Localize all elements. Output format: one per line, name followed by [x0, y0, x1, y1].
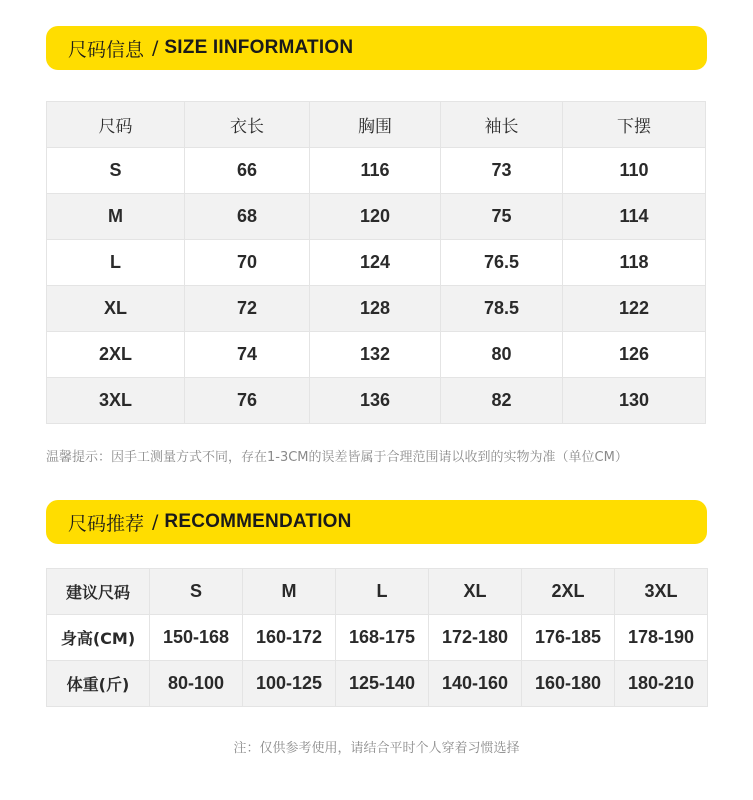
- table-cell: 75: [441, 194, 563, 240]
- recommendation-header-size: S: [150, 569, 243, 615]
- table-cell: 178-190: [615, 615, 708, 661]
- size-header-hem: 下摆: [563, 102, 706, 148]
- table-row: [47, 148, 706, 194]
- table-cell: 176-185: [522, 615, 615, 661]
- table-cell: 136: [310, 378, 441, 424]
- table-cell: 180-210: [615, 661, 708, 707]
- size-header-size: 尺码: [47, 102, 185, 148]
- height-row-label: 身高(CM): [47, 615, 150, 661]
- table-cell: 114: [563, 194, 706, 240]
- table-cell: 130: [563, 378, 706, 424]
- size-header-length: 衣长: [185, 102, 310, 148]
- size-table: [46, 101, 706, 424]
- size-info-banner: [46, 26, 707, 70]
- table-cell: 125-140: [336, 661, 429, 707]
- table-cell: 80-100: [150, 661, 243, 707]
- table-cell: 76.5: [441, 240, 563, 286]
- table-cell: 110: [563, 148, 706, 194]
- recommendation-title-cn: 尺码推荐: [68, 512, 145, 535]
- table-cell: 120: [310, 194, 441, 240]
- table-cell: 76: [185, 378, 310, 424]
- table-row: [47, 378, 706, 424]
- measurement-note: 温馨提示：因手工测量方式不同，存在1-3CM的误差皆属于合理范围请以收到的实物为准（单位CM）: [46, 450, 628, 465]
- table-cell: 100-125: [243, 661, 336, 707]
- recommendation-header-row: [47, 569, 708, 615]
- table-row: [47, 332, 706, 378]
- table-cell: 82: [441, 378, 563, 424]
- table-cell: 160-180: [522, 661, 615, 707]
- table-cell: 150-168: [150, 615, 243, 661]
- table-cell: 80: [441, 332, 563, 378]
- reference-note: 注：仅供参考使用，请结合平时个人穿着习惯选择: [233, 741, 520, 756]
- table-cell: S: [47, 148, 185, 194]
- table-cell: 116: [310, 148, 441, 194]
- table-cell: 132: [310, 332, 441, 378]
- table-cell: 66: [185, 148, 310, 194]
- recommendation-title-en: RECOMMENDATION: [164, 511, 352, 532]
- table-cell: L: [47, 240, 185, 286]
- recommendation-header-size: L: [336, 569, 429, 615]
- table-cell: 78.5: [441, 286, 563, 332]
- table-cell: 72: [185, 286, 310, 332]
- table-row: [47, 194, 706, 240]
- table-cell: 68: [185, 194, 310, 240]
- size-info-title-cn: 尺码信息: [68, 38, 145, 61]
- table-cell: 140-160: [429, 661, 522, 707]
- table-cell: 2XL: [47, 332, 185, 378]
- table-cell: 73: [441, 148, 563, 194]
- table-cell: 168-175: [336, 615, 429, 661]
- table-cell: 3XL: [47, 378, 185, 424]
- table-row: [47, 661, 708, 707]
- table-row: [47, 286, 706, 332]
- recommendation-separator: /: [152, 511, 159, 533]
- table-cell: 124: [310, 240, 441, 286]
- size-header-chest: 胸围: [310, 102, 441, 148]
- table-cell: 70: [185, 240, 310, 286]
- table-cell: 172-180: [429, 615, 522, 661]
- recommendation-banner: [46, 500, 707, 544]
- table-cell: 126: [563, 332, 706, 378]
- recommendation-header-size: XL: [429, 569, 522, 615]
- table-cell: 128: [310, 286, 441, 332]
- size-header-sleeve: 袖长: [441, 102, 563, 148]
- recommendation-table: [46, 568, 708, 707]
- recommendation-header-size: 2XL: [522, 569, 615, 615]
- weight-row-label: 体重(斤): [47, 661, 150, 707]
- table-cell: 118: [563, 240, 706, 286]
- table-cell: 74: [185, 332, 310, 378]
- table-cell: XL: [47, 286, 185, 332]
- recommendation-header-size: 3XL: [615, 569, 708, 615]
- size-table-header-row: [47, 102, 706, 148]
- recommendation-header-size: M: [243, 569, 336, 615]
- table-cell: 122: [563, 286, 706, 332]
- size-info-title-en: SIZE IINFORMATION: [164, 37, 354, 58]
- table-cell: M: [47, 194, 185, 240]
- table-row: [47, 615, 708, 661]
- table-cell: 160-172: [243, 615, 336, 661]
- size-info-separator: /: [152, 37, 159, 59]
- recommendation-header-label: 建议尺码: [47, 569, 150, 615]
- table-row: [47, 240, 706, 286]
